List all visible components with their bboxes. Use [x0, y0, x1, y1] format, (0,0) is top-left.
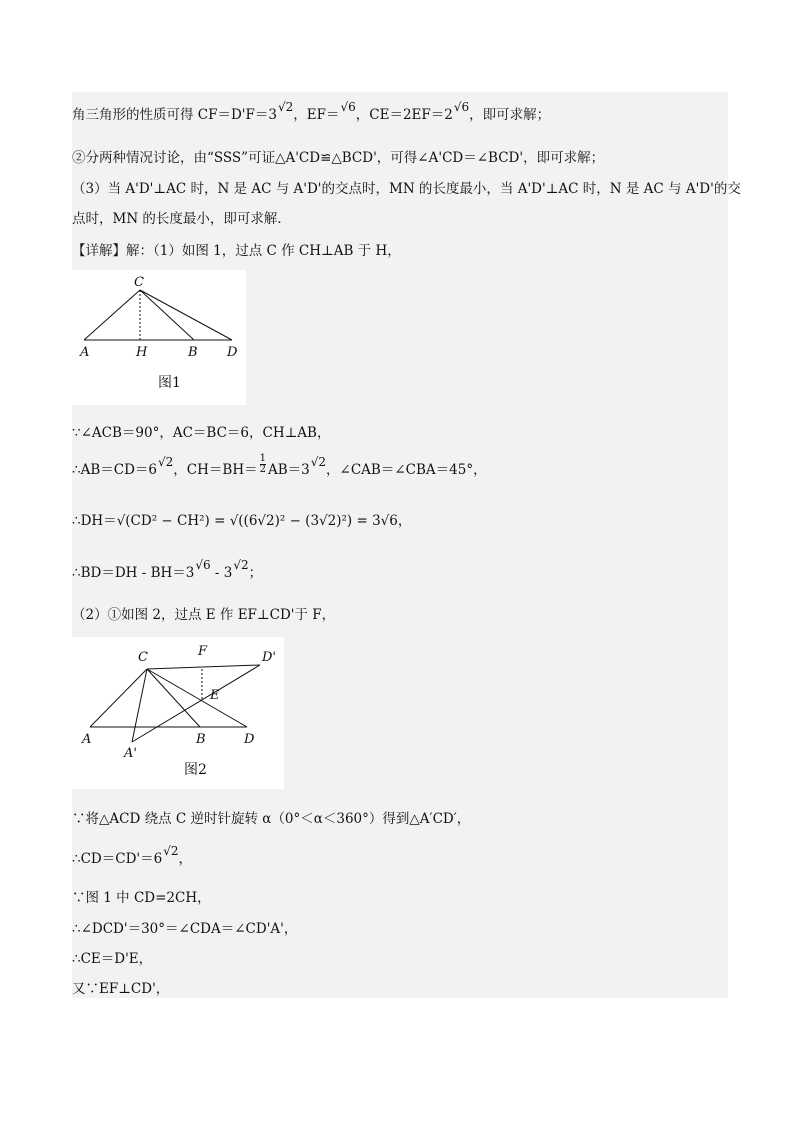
text-line-10: （2）①如图 2，过点 E 作 EF⊥CD'于 F， — [72, 607, 336, 623]
label-F: F — [198, 644, 208, 659]
root-2: √2 — [277, 100, 294, 114]
text-line-11: ∵将△ACD 绕点 C 逆时针旋转 α（0°＜α＜360°）得到△A′CD′， — [72, 811, 471, 827]
line8-part-b: ， — [397, 513, 412, 529]
line1-part-d: ，即可求解； — [469, 107, 551, 123]
text-line-6: ∵∠ACB＝90°，AC＝BC＝6，CH⊥AB， — [72, 425, 331, 441]
figure-1-caption: 图1 — [158, 375, 181, 391]
label-A-prime: A' — [124, 746, 137, 761]
text-line-13: ∵图 1 中 CD=2CH， — [72, 890, 211, 906]
root-2: √2 — [310, 455, 327, 469]
line1-part-c: ，CE＝2EF＝2 — [355, 107, 453, 123]
text-line-9 — [72, 558, 263, 582]
fraction-one-half — [260, 454, 266, 475]
line7-part-a: ∴AB＝CD＝6 — [72, 462, 158, 478]
segment-CB — [147, 669, 200, 727]
root-6: √6 — [195, 558, 211, 572]
label-C: C — [138, 650, 148, 665]
segment-CA — [84, 290, 140, 340]
figure-1 — [72, 270, 246, 405]
label-H: H — [136, 345, 148, 360]
line9-part-a: ∴BD＝DH - BH＝3 — [72, 565, 195, 581]
segment-CD-prime — [147, 665, 260, 669]
line9-part-c: ； — [248, 565, 263, 581]
text-line-7 — [72, 453, 487, 481]
line7-part-b: ，CH＝BH＝ — [173, 462, 258, 478]
text-line-8 — [72, 512, 411, 530]
segment-CD — [147, 669, 247, 727]
text-line-5: 【详解】解：（1）如图 1，过点 C 作 CH⊥AB 于 H， — [72, 243, 401, 259]
text-line-4: 点时，MN 的长度最小，即可求解． — [72, 211, 291, 227]
segment-A-prime-D-prime — [132, 665, 260, 742]
root-6: √6 — [340, 100, 356, 114]
label-A: A — [80, 345, 90, 360]
line7-part-c: AB＝3 — [267, 462, 310, 478]
line1-part-b: ，EF＝ — [293, 107, 340, 123]
root-2: √2 — [158, 455, 174, 469]
root-2: √2 — [233, 558, 249, 572]
line1-part-a: 角三角形的性质可得 CF＝D'F＝3 — [72, 107, 277, 123]
label-D-prime: D' — [262, 650, 276, 665]
segment-CA — [90, 669, 147, 727]
text-line-14: ∴∠DCD'＝30°＝∠CDA＝∠CD'A'， — [72, 921, 298, 937]
root-2: √2 — [163, 844, 179, 858]
label-E: E — [210, 688, 220, 703]
fraction-numerator: 1 — [259, 453, 266, 464]
label-B: B — [196, 732, 206, 747]
figure-2-caption: 图2 — [184, 762, 207, 778]
line12-part-b: ， — [178, 851, 192, 867]
fraction-denominator: 2 — [259, 464, 266, 475]
line8-part-a: ∴DH＝ — [72, 513, 117, 529]
solution-text-block — [72, 92, 741, 998]
text-line-15: ∴CE＝D'E， — [72, 951, 153, 967]
line12-part-a: ∴CD＝CD'＝6 — [72, 851, 163, 867]
label-C: C — [134, 275, 144, 290]
label-D: D — [227, 345, 238, 360]
text-line-16: 又∵EF⊥CD'， — [72, 981, 170, 997]
segment-CA-prime — [132, 669, 147, 742]
line7-part-d: ，∠CAB＝∠CBA＝45°， — [326, 462, 487, 478]
text-line-1 — [72, 100, 551, 124]
text-line-2: ②分两种情况讨论，由“SSS”可证△A'CD≌△BCD'，可得∠A'CD＝∠BCD'，即可求解； — [72, 150, 605, 166]
text-line-12 — [72, 844, 192, 868]
label-A: A — [82, 732, 92, 747]
root-6: √6 — [453, 100, 470, 114]
label-D: D — [244, 732, 255, 747]
line9-part-b: - 3 — [210, 565, 233, 581]
radical-expression: √(CD² − CH²) = √((6√2)² − (3√2)²) = 3√6 — [116, 513, 398, 529]
text-line-3: （3）当 A'D'⊥AC 时，N 是 AC 与 A'D'的交点时，MN 的长度最小，当 A'D'⊥AC 时，N 是 AC 与 A'D'的交 — [72, 181, 741, 197]
label-B: B — [188, 345, 198, 360]
figure-2 — [72, 637, 284, 789]
